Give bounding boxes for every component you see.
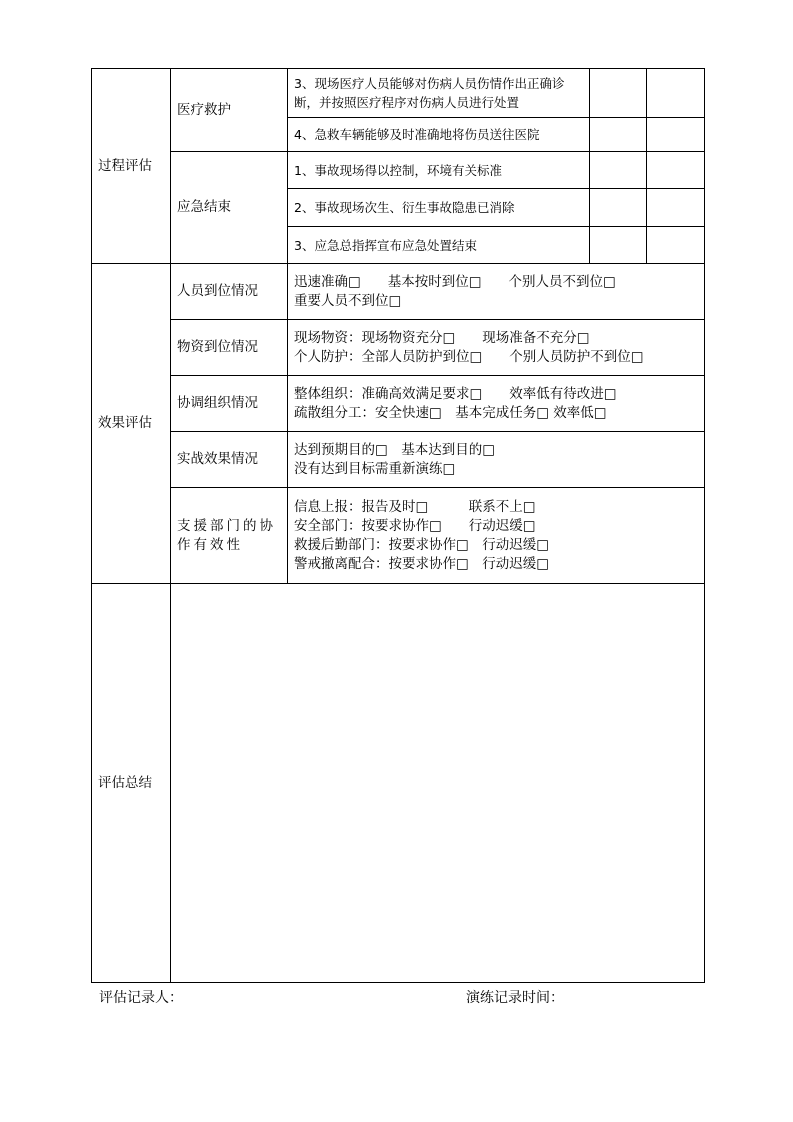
table-row <box>92 264 705 320</box>
remark-cell[interactable] <box>647 118 705 152</box>
criterion-text: 1、事故现场得以控制，环境有关标准 <box>288 152 590 189</box>
criterion-text: 3、现场医疗人员能够对伤病人员伤情作出正确诊断，并按照医疗程序对伤病人员进行处置 <box>288 69 590 118</box>
remark-cell[interactable] <box>647 189 705 227</box>
option-line[interactable]: 安全部门：按要求协作□ 行动迟缓□ <box>294 517 536 534</box>
option-line[interactable]: 疏散组分工：安全快速□ 基本完成任务□ 效率低□ <box>294 404 607 421</box>
drill-evaluation-table <box>91 68 705 983</box>
summary-input-area[interactable] <box>171 584 705 983</box>
table-row <box>92 320 705 376</box>
table-row <box>92 584 705 983</box>
options-cell[interactable] <box>288 320 705 376</box>
option-line[interactable]: 重要人员不到位□ <box>294 292 402 309</box>
score-cell[interactable] <box>590 227 647 264</box>
section-label-summary: 评估总结 <box>92 584 171 983</box>
category-label-support-departments: 支援部门的协作有效性 <box>171 488 288 584</box>
record-time-label: 演练记录时间： <box>466 990 564 1006</box>
option-line[interactable]: 整体组织：准确高效满足要求□ 效率低有待改进□ <box>294 385 617 402</box>
table-row <box>92 432 705 488</box>
recorder-label: 评估记录人： <box>99 990 183 1006</box>
category-label-coordination: 协调组织情况 <box>171 376 288 432</box>
options-cell[interactable] <box>288 264 705 320</box>
score-cell[interactable] <box>590 118 647 152</box>
options-cell[interactable] <box>288 488 705 584</box>
option-line[interactable]: 迅速准确□ 基本按时到位□ 个别人员不到位□ <box>294 273 616 290</box>
option-line[interactable]: 个人防护：全部人员防护到位□ 个别人员防护不到位□ <box>294 348 644 365</box>
remark-cell[interactable] <box>647 69 705 118</box>
score-cell[interactable] <box>590 152 647 189</box>
criterion-text: 4、急救车辆能够及时准确地将伤员送往医院 <box>288 118 590 152</box>
category-label-personnel: 人员到位情况 <box>171 264 288 320</box>
option-line[interactable]: 信息上报：报告及时□ 联系不上□ <box>294 498 536 515</box>
remark-cell[interactable] <box>647 152 705 189</box>
options-cell[interactable] <box>288 376 705 432</box>
option-line[interactable]: 没有达到目标需重新演练□ <box>294 460 456 477</box>
table-row <box>92 152 705 189</box>
table-row <box>92 488 705 584</box>
score-cell[interactable] <box>590 69 647 118</box>
category-label-medical: 医疗救护 <box>171 69 288 152</box>
option-line[interactable]: 现场物资：现场物资充分□ 现场准备不充分□ <box>294 329 590 346</box>
table-row <box>92 376 705 432</box>
category-label-emergency-end: 应急结束 <box>171 152 288 264</box>
category-label-materials: 物资到位情况 <box>171 320 288 376</box>
option-line[interactable]: 达到预期目的□ 基本达到目的□ <box>294 441 496 458</box>
option-line[interactable]: 救援后勤部门：按要求协作□ 行动迟缓□ <box>294 536 550 553</box>
options-cell[interactable] <box>288 432 705 488</box>
criterion-text: 3、应急总指挥宣布应急处置结束 <box>288 227 590 264</box>
criterion-text: 2、事故现场次生、衍生事故隐患已消除 <box>288 189 590 227</box>
category-label-combat-effect: 实战效果情况 <box>171 432 288 488</box>
remark-cell[interactable] <box>647 227 705 264</box>
section-label-effect: 效果评估 <box>92 264 171 584</box>
section-label-process: 过程评估 <box>92 69 171 264</box>
table-row <box>92 69 705 118</box>
option-line[interactable]: 警戒撤离配合：按要求协作□ 行动迟缓□ <box>294 555 550 572</box>
score-cell[interactable] <box>590 189 647 227</box>
